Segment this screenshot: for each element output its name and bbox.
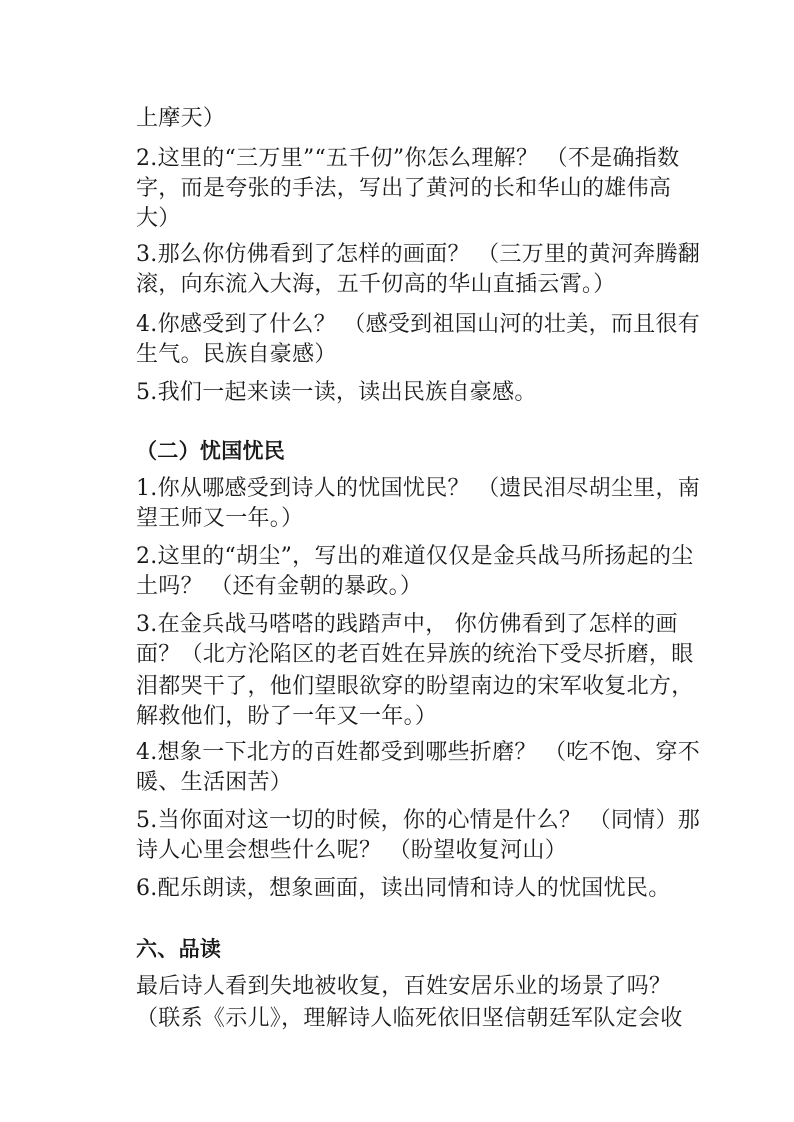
section-heading-2: （二）忧国忧民 (136, 439, 286, 463)
section6-line-2: （联系《示儿》，理解诗人临死依旧坚信朝廷军队定会收 (136, 1006, 683, 1031)
section2-q5-line-1: 5.当你面对这一切的时候，你的心情是什么？ （同情）那 (136, 808, 701, 833)
question-2-line-2: 字，而是夸张的手法，写出了黄河的长和华山的雄伟高 (136, 176, 672, 201)
section2-q1-line-1: 1.你从哪感受到诗人的忧国忧民？ （遗民泪尽胡尘里，南 (136, 476, 701, 501)
section2-q6-line-1: 6.配乐朗读，想象画面，读出同情和诗人的忧国忧民。 (136, 876, 671, 901)
section2-q3-line-4: 解救他们，盼了一年又一年。） (136, 704, 438, 729)
question-5-line-1: 5.我们一起来读一读，读出民族自豪感。 (136, 380, 537, 405)
question-3-line-2: 滚，向东流入大海，五千仞高的华山直插云霄。） (136, 272, 616, 297)
section2-q3-line-3: 泪都哭干了，他们望眼欲穿的盼望南边的宋军收复北方， (136, 674, 694, 699)
section2-q5-line-2: 诗人心里会想些什么呢？ （盼望收复河山） (136, 838, 567, 863)
section6-line-1: 最后诗人看到失地被收复，百姓安居乐业的场景了吗？ (136, 974, 672, 999)
question-3-line-1: 3.那么你仿佛看到了怎样的画面？ （三万里的黄河奔腾翻 (136, 242, 701, 267)
section2-q1-line-2: 望王师又一年。） (136, 506, 304, 531)
section2-q2-line-1: 2.这里的“胡尘”，写出的难道仅仅是金兵战马所扬起的尘 (136, 544, 694, 569)
section-heading-6: 六、品读 (136, 937, 222, 961)
question-2-line-3: 大） (136, 206, 181, 231)
section2-q4-line-2: 暖、生活困苦） (136, 770, 293, 795)
section2-q3-line-2: 面？（北方沦陷区的老百姓在异族的统治下受尽折磨，眼 (136, 642, 694, 667)
section2-q4-line-1: 4.想象一下北方的百姓都受到哪些折磨？ （吃不饱、穿不 (136, 740, 701, 765)
section2-q2-line-2: 土吗？ （还有金朝的暴政。） (136, 574, 423, 599)
text-line: 上摩天） (136, 106, 226, 131)
question-4-line-2: 生气。民族自豪感） (136, 342, 337, 367)
question-4-line-1: 4.你感受到了什么？ （感受到祖国山河的壮美，而且很有 (136, 312, 701, 337)
question-2-line-1: 2.这里的“三万里”“五千仞”你怎么理解？ （不是确指数 (136, 146, 680, 171)
section2-q3-line-1: 3.在金兵战马嗒嗒的践踏声中， 你仿佛看到了怎样的画 (136, 612, 678, 637)
